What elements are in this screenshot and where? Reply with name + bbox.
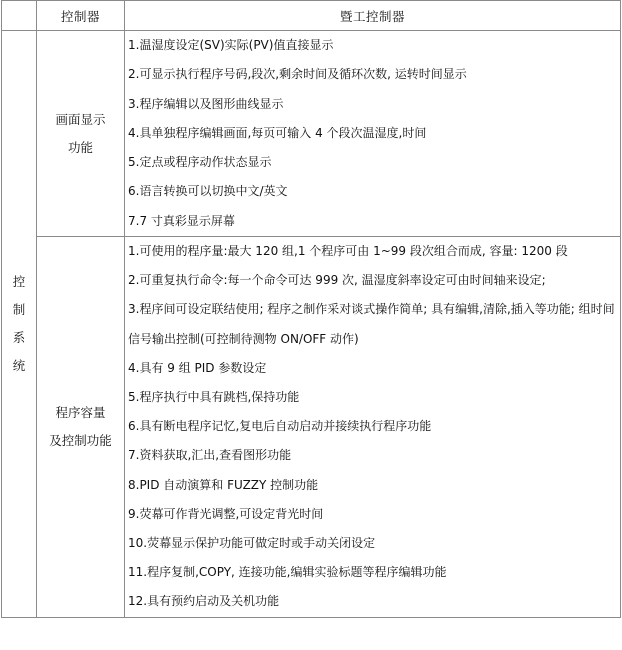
spec-table bbox=[1, 0, 621, 618]
list-item: 11.程序复制,COPY, 连接功能,编辑实验标题等程序编辑功能 bbox=[128, 565, 447, 580]
section-label-line: 程序容量 bbox=[55, 404, 106, 420]
header-group-cell bbox=[2, 1, 37, 31]
list-item: 5.定点或程序动作状态显示 bbox=[128, 155, 272, 170]
section-label-display bbox=[37, 31, 125, 237]
list-item: 3.程序编辑以及图形曲线显示 bbox=[128, 96, 284, 111]
list-item: 1.可使用的程序量:最大 120 组,1 个程序可由 1~99 段次组合而成, 容量: 1200 段 bbox=[128, 244, 568, 258]
list-item: 3.程序间可设定联结使用; 程序之制作采对谈式操作简单; 具有编辑,清除,插入等功能; 组时间信号输出控制(可控制待测物 ON/OFF 动作) bbox=[128, 302, 615, 346]
list-item: 4.具有 9 组 PID 参数设定 bbox=[128, 360, 267, 375]
header-spec-label: 暨工控制器 bbox=[339, 8, 405, 24]
table-header-row bbox=[2, 1, 621, 31]
list-item: 12.具有预约启动及关机功能 bbox=[128, 594, 280, 609]
list-item: 1.温湿度设定(SV)实际(PV)值直接显示 bbox=[128, 38, 334, 53]
list-item: 2.可重复执行命令:每一个命令可达 999 次, 温湿度斜率设定可由时间轴来设定; bbox=[128, 273, 546, 288]
section-items-program bbox=[125, 237, 621, 618]
list-item: 6.语言转换可以切换中文/英文 bbox=[128, 184, 288, 199]
list-item: 7.资料获取,汇出,查看图形功能 bbox=[128, 448, 292, 463]
group-label-char: 制 bbox=[12, 301, 26, 317]
section-label-line: 及控制功能 bbox=[49, 432, 112, 448]
group-label-char: 系 bbox=[12, 329, 26, 345]
group-label-cell bbox=[2, 31, 37, 618]
section-row-display bbox=[2, 31, 621, 237]
section-row-program bbox=[2, 237, 621, 618]
group-label-char: 统 bbox=[12, 357, 26, 373]
section-label-line: 画面显示 bbox=[55, 111, 106, 127]
section-label-line: 功能 bbox=[67, 139, 93, 155]
header-controller-label: 控制器 bbox=[60, 8, 100, 24]
header-spec-cell bbox=[125, 1, 621, 31]
header-controller-cell bbox=[37, 1, 125, 31]
section-label-program bbox=[37, 237, 125, 618]
list-item: 5.程序执行中具有跳档,保持功能 bbox=[128, 390, 300, 405]
list-item: 6.具有断电程序记忆,复电后自动启动并接续执行程序功能 bbox=[128, 419, 432, 434]
group-label-char: 控 bbox=[12, 273, 26, 289]
list-item: 7.7 寸真彩显示屏幕 bbox=[128, 213, 235, 228]
list-item: 10.荧幕显示保护功能可做定时或手动关闭设定 bbox=[128, 536, 376, 551]
list-item: 9.荧幕可作背光调整,可设定背光时间 bbox=[128, 506, 324, 521]
list-item: 8.PID 自动演算和 FUZZY 控制功能 bbox=[128, 477, 319, 492]
list-item: 4.具单独程序编辑画面,每页可输入 4 个段次温湿度,时间 bbox=[128, 125, 427, 140]
section-items-display bbox=[125, 31, 621, 237]
list-item: 2.可显示执行程序号码,段次,剩余时间及循环次数, 运转时间显示 bbox=[128, 67, 467, 82]
